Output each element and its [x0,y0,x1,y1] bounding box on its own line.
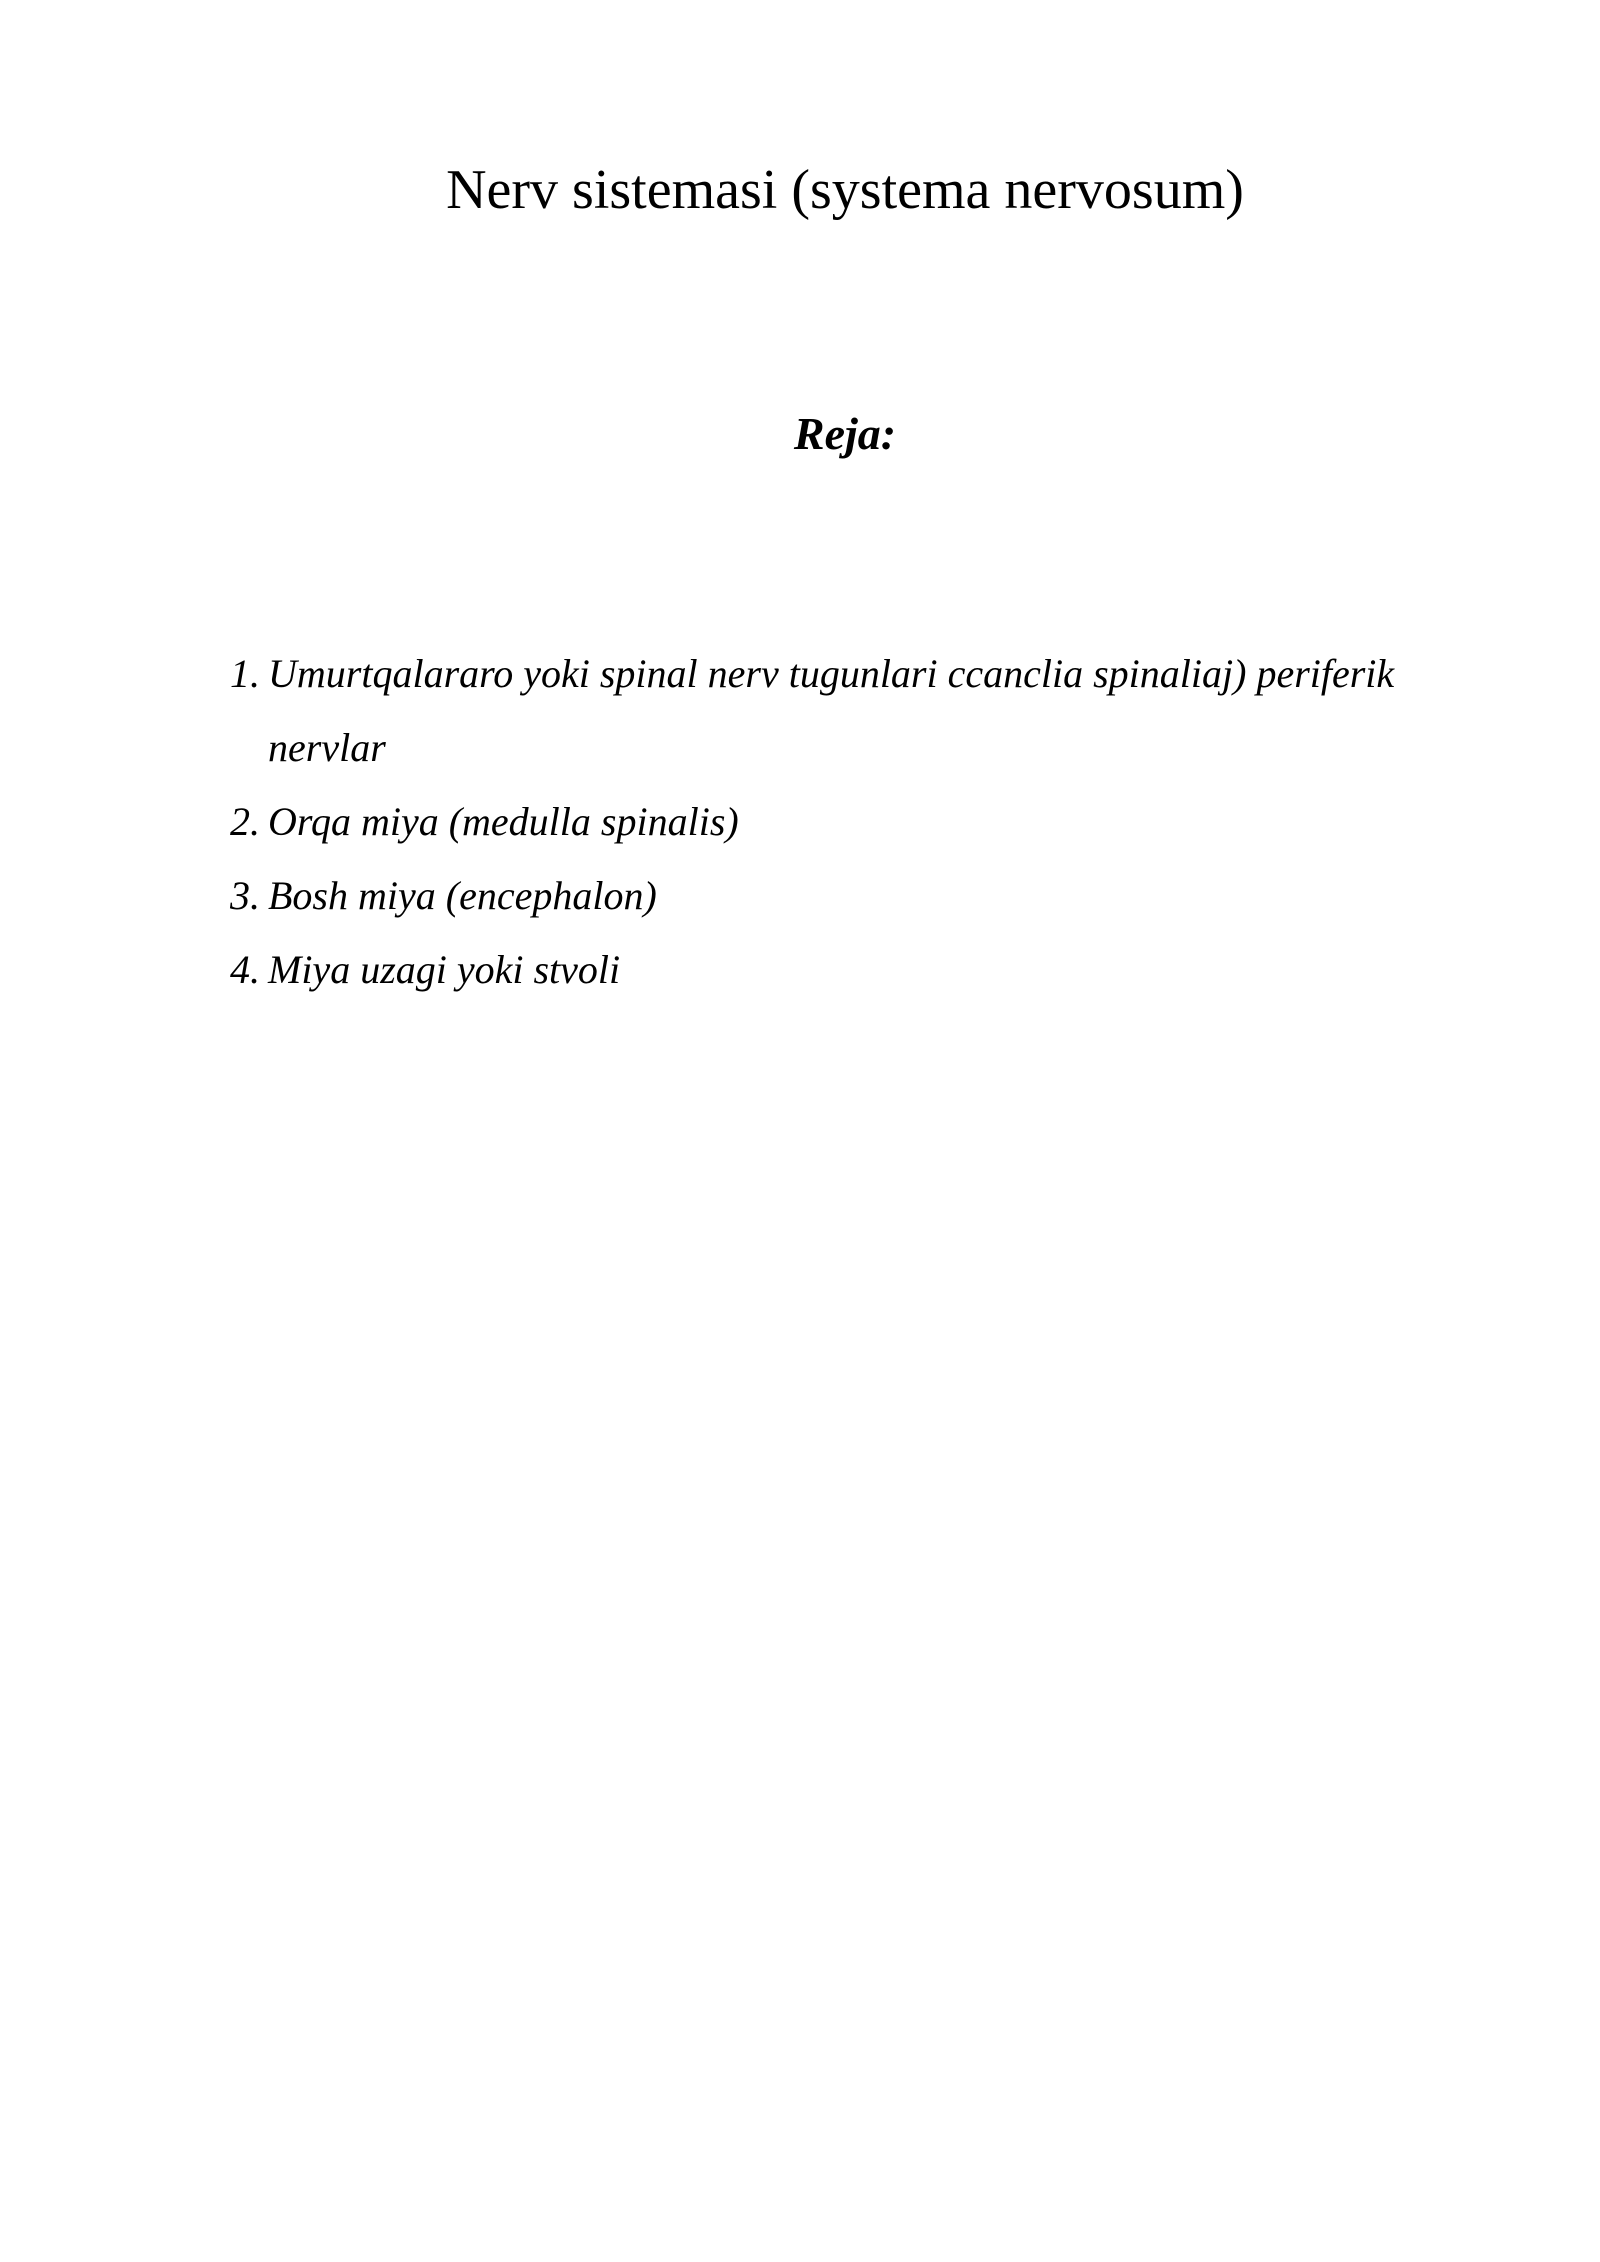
plan-item-1 [230,637,1530,785]
plan-item-number: 1. [230,651,260,696]
plan-list [230,637,1530,1007]
plan-item-2 [230,785,1530,859]
plan-heading: Reja: [793,408,897,459]
plan-item-text: Orqa miya (medulla spinalis) [268,799,739,844]
plan-item-number: 2. [230,799,260,844]
plan-item-number: 3. [230,873,260,918]
plan-item-number: 4. [230,947,260,992]
plan-item-text: Bosh miya (encephalon) [268,873,657,918]
plan-item-continuation: nervlar [268,725,386,770]
document-title: Nerv sistemasi (systema nervosum) [446,159,1244,221]
plan-item-3 [230,859,1530,933]
plan-item-text: Umurtqalararo yoki spinal nerv tugunlari ccanclia spinaliaj) periferik [268,651,1395,696]
plan-item-text: Miya uzagi yoki stvoli [268,947,621,992]
plan-item-4 [230,933,1530,1007]
